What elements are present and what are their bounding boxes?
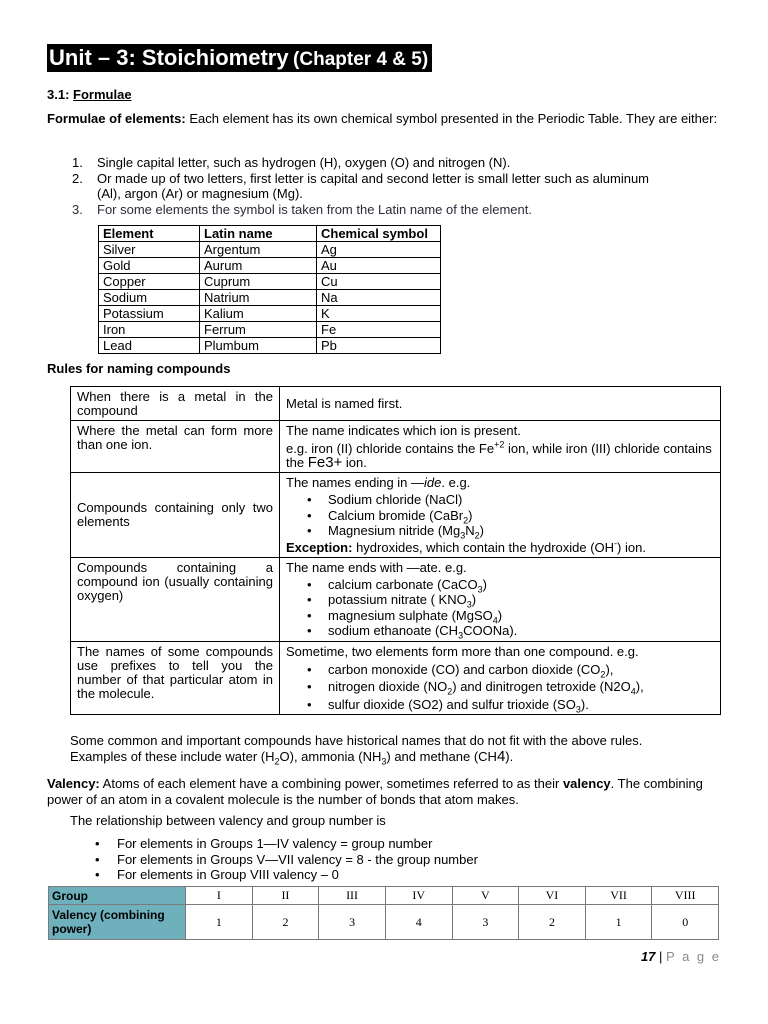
page-footer: 17 | P a g e [640, 949, 721, 964]
list-item: 2. Or made up of two letters, first letter is capital and second letter is small letter such as aluminum (Al), argon (Ar) or magnesium (Mg). [72, 170, 650, 201]
unit-title-chapter: (Chapter 4 & 5) [293, 49, 429, 70]
unit-title [47, 44, 432, 72]
table-row: Valency (combining power) 1 2 3 4 3 2 1 0 [49, 905, 719, 940]
table-row [71, 387, 721, 421]
page-label: P a g e [666, 949, 721, 964]
table-row: Potassium Kalium K [99, 306, 441, 322]
page-number: 17 [640, 949, 656, 964]
list-item: • Sodium chloride (NaCl) [286, 492, 714, 508]
rule-condition: Compounds containing a compound ion (usually containing oxygen) [71, 557, 280, 641]
symbol-rules-list [72, 155, 672, 217]
historical-names-paragraph: Some common and important compounds have historical names that do not fit with the above rules. Examples of these include water $(H_2O)$, ammonia $(NH_3)$ and methane (CH4). [70, 733, 643, 767]
naming-rules-table [70, 386, 721, 715]
column-header: Latin name [200, 226, 317, 242]
table-row [71, 641, 721, 715]
row-header: Group [49, 887, 186, 905]
list-item: • For elements in Group VIII valency – 0 [95, 867, 478, 883]
rule-description: The name ends with —ate. e.g. • calcium carbonate (CaCO$_3$) • potassium nitrate ( $KNO_3$) • magnesium sulphate (MgSO$_4$) • sodium ethanoate $(CH_3COONa)$. [280, 557, 721, 641]
section-name: Formulae [73, 87, 132, 102]
table-row [71, 473, 721, 558]
section-heading [47, 87, 132, 102]
table-row: Group I II III IV V VI VII VIII [49, 887, 719, 905]
list-item: • potassium nitrate ( $KNO_3$) [286, 592, 714, 608]
list-item: • Calcium bromide (CaBr$_2$) [286, 508, 714, 524]
list-item: • sodium ethanoate $(CH_3COONa)$. [286, 623, 714, 639]
rules-heading: Rules for naming compounds [47, 361, 231, 376]
list-item: 1. Single capital letter, such as hydrogen (H), oxygen (O) and nitrogen (N). [72, 155, 511, 170]
rule-description: Sometime, two elements form more than one compound. e.g. • carbon monoxide (CO) and carbon dioxide $(CO_2)$, • nitrogen dioxide $(NO_2)$ and dinitrogen tetroxide $(N2O_4)$, • sulfur dioxide (SO2) and sulfur trioxide $(SO_3)$. [280, 641, 721, 715]
rule-condition: Where the metal can form more than one ion. [71, 421, 280, 473]
table-row: Gold Aurum Au [99, 258, 441, 274]
list-item: • magnesium sulphate (MgSO$_4$) [286, 608, 714, 624]
elements-table [98, 225, 441, 354]
table-row: Copper Cuprum Cu [99, 274, 441, 290]
list-item: • For elements in Groups 1—IV valency = group number [95, 836, 478, 852]
rule-condition: When there is a metal in the compound [71, 387, 280, 421]
rule-description: Metal is named first. [280, 387, 721, 421]
group-valency-table [48, 886, 719, 940]
valency-label: Valency: [47, 776, 100, 791]
table-row: Sodium Natrium Na [99, 290, 441, 306]
list-item: • calcium carbonate (CaCO$_3$) [286, 577, 714, 593]
row-header: Valency (combining power) [49, 905, 186, 940]
formulae-paragraph [47, 111, 727, 127]
table-row: Iron Ferrum Fe [99, 322, 441, 338]
valency-rules-list [95, 836, 478, 883]
unit-title-main: Unit – 3: Stoichiometry [49, 45, 289, 70]
section-number: 3.1: [47, 87, 70, 102]
rule-description: The name indicates which ion is present. e.g. iron (II) chloride contains the $Fe^{+2}$ ion, while iron (III) chloride contains the Fe3+ ion. [280, 421, 721, 473]
rule-condition: Compounds containing only two elements [71, 473, 280, 558]
table-row [71, 557, 721, 641]
table-header-row [99, 226, 441, 242]
formulae-label: Formulae of elements: [47, 111, 186, 126]
valency-paragraph: Valency: Atoms of each element have a combining power, sometimes referred to as their valency. The combining power of an atom in a covalent molecule is the number of bonds that atom makes. [47, 776, 703, 807]
formulae-text: Each element has its own chemical symbol presented in the Periodic Table. They are either: [189, 111, 718, 126]
list-item: • sulfur dioxide (SO2) and sulfur trioxide $(SO_3)$. [286, 697, 714, 713]
list-item: • For elements in Groups V—VII valency = 8 - the group number [95, 852, 478, 868]
list-item: • nitrogen dioxide $(NO_2)$ and dinitrogen tetroxide $(N2O_4)$, [286, 679, 714, 695]
column-header: Element [99, 226, 200, 242]
rule-description: The names ending in —ide. e.g. • Sodium chloride (NaCl) • Calcium bromide (CaBr$_2$) • Magnesium nitride $(Mg_3N_2)$ Exception: hydroxides, which contain the hydroxide (OH-) ion. [280, 473, 721, 558]
relationship-text: The relationship between valency and group number is [70, 813, 386, 828]
rule-condition: The names of some compounds use prefixes to tell you the number of that particular atom in the molecule. [71, 641, 280, 715]
table-row [71, 421, 721, 473]
table-row: Silver Argentum Ag [99, 242, 441, 258]
column-header: Chemical symbol [317, 226, 441, 242]
list-item: • carbon monoxide (CO) and carbon dioxide $(CO_2)$, [286, 662, 714, 678]
list-item: 3. For some elements the symbol is taken from the Latin name of the element. [72, 201, 532, 217]
list-item: • Magnesium nitride $(Mg_3N_2)$ [286, 523, 714, 539]
table-row: Lead Plumbum Pb [99, 338, 441, 354]
